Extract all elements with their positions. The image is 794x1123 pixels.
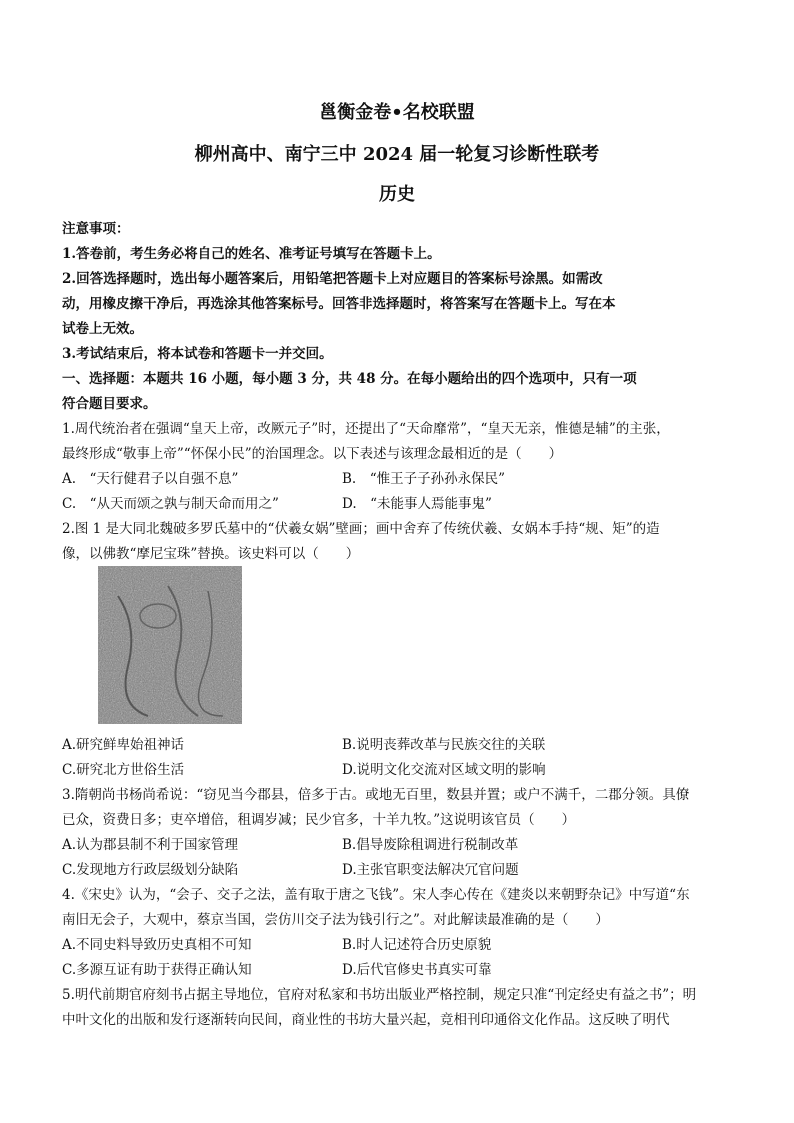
question-2-option-d[interactable]: D.说明文化交流对区域文明的影响	[342, 762, 546, 778]
question-4-option-a[interactable]: A.不同史料导致历史真相不可知	[62, 937, 252, 953]
note-line: 3.考试结束后，将本试卷和答题卡一并交回。	[62, 346, 333, 362]
section-heading: 一、选择题：本题共 16 小题，每小题 3 分，共 48 分。在每小题给出的四个选项中，只有一项	[62, 371, 637, 387]
question-1-option-b[interactable]: B. “惟王子子孙孙永保民”	[342, 471, 506, 487]
question-2-stem: 像，以佛教“摩尼宝珠”替换。该史料可以（ ）	[62, 546, 360, 562]
question-4-option-d[interactable]: D.后代官修史书真实可靠	[342, 962, 492, 978]
question-3-stem: 已众，资费日多；吏卒增倍，租调岁减；民少官多，十羊九牧。”这说明该官员（ ）	[62, 812, 576, 828]
question-4-stem: 南旧无会子，大观中，蔡京当国，尝仿川交子法为钱引行之”。对此解读最准确的是（ ）	[62, 912, 609, 928]
question-1-option-a[interactable]: A. “天行健君子以自强不息”	[62, 471, 239, 487]
notes-heading: 注意事项：	[62, 221, 130, 237]
question-4-option-c[interactable]: C.多源互证有助于获得正确认知	[62, 962, 252, 978]
question-3-option-c[interactable]: C.发现地方行政层级划分缺陷	[62, 862, 239, 878]
question-2-stem: 2.图 1 是大同北魏破多罗氏墓中的“伏羲女娲”壁画；画中舍弃了传统伏羲、女娲本手持“规、矩”的造	[62, 521, 660, 537]
question-2-option-b[interactable]: B.说明丧葬改革与民族交往的关联	[342, 737, 546, 753]
question-3-option-d[interactable]: D.主张官职变法解决冗官问题	[342, 862, 519, 878]
question-3-stem: 3.隋朝尚书杨尚希说：“窃见当今郡县，倍多于古。或地无百里，数县并置；或户不满千，二郡分领。具僚	[62, 787, 690, 803]
question-3-option-b[interactable]: B.倡导废除租调进行税制改革	[342, 837, 519, 853]
exam-series-title: 邕衡金卷•名校联盟	[319, 102, 475, 123]
subject-title: 历史	[379, 184, 415, 205]
question-3-option-a[interactable]: A.认为郡县制不利于国家管理	[62, 837, 239, 853]
note-line: 动，用橡皮擦干净后，再选涂其他答案标号。回答非选择题时，将答案写在答题卡上。写在本	[62, 296, 616, 312]
question-1-option-d[interactable]: D. “未能事人焉能事鬼”	[342, 496, 492, 512]
note-line: 1.答卷前，考生务必将自己的姓名、准考证号填写在答题卡上。	[62, 246, 441, 262]
section-heading-cont: 符合题目要求。	[62, 396, 157, 412]
question-4-option-b[interactable]: B.时人记述符合历史原貌	[342, 937, 492, 953]
exam-title: 柳州高中、南宁三中 2024 届一轮复习诊断性联考	[194, 144, 600, 165]
question-1-stem: 最终形成“敬事上帝”“怀保小民”的治国理念。以下表述与该理念最相近的是（ ）	[62, 446, 563, 462]
question-1-option-c[interactable]: C. “从天而颂之孰与制天命而用之”	[62, 496, 279, 512]
note-line: 2.回答选择题时，选出每小题答案后，用铅笔把答题卡上对应题目的答案标号涂黑。如需改	[62, 271, 603, 287]
note-line: 试卷上无效。	[62, 321, 143, 337]
question-2-option-c[interactable]: C.研究北方世俗生活	[62, 762, 185, 778]
question-4-stem: 4.《宋史》认为，“会子、交子之法，盖有取于唐之飞钱”。宋人李心传在《建炎以来朝野杂记》中写道“东	[62, 887, 690, 903]
mural-texture	[98, 566, 242, 724]
question-1-stem: 1.周代统治者在强调“皇天上帝，改厥元子”时，还提出了“天命靡常”，“皇天无亲，惟德是辅”的主张，	[62, 421, 670, 437]
question-5-stem: 中叶文化的出版和发行逐渐转向民间，商业性的书坊大量兴起，竞相刊印通俗文化作品。这反映了明代	[62, 1012, 670, 1028]
mural-image	[98, 566, 242, 724]
question-2-option-a[interactable]: A.研究鲜卑始祖神话	[62, 737, 185, 753]
question-5-stem: 5.明代前期官府刻书占据主导地位，官府对私家和书坊出版业严格控制，规定只准“刊定经史有益之书”；明	[62, 987, 697, 1003]
